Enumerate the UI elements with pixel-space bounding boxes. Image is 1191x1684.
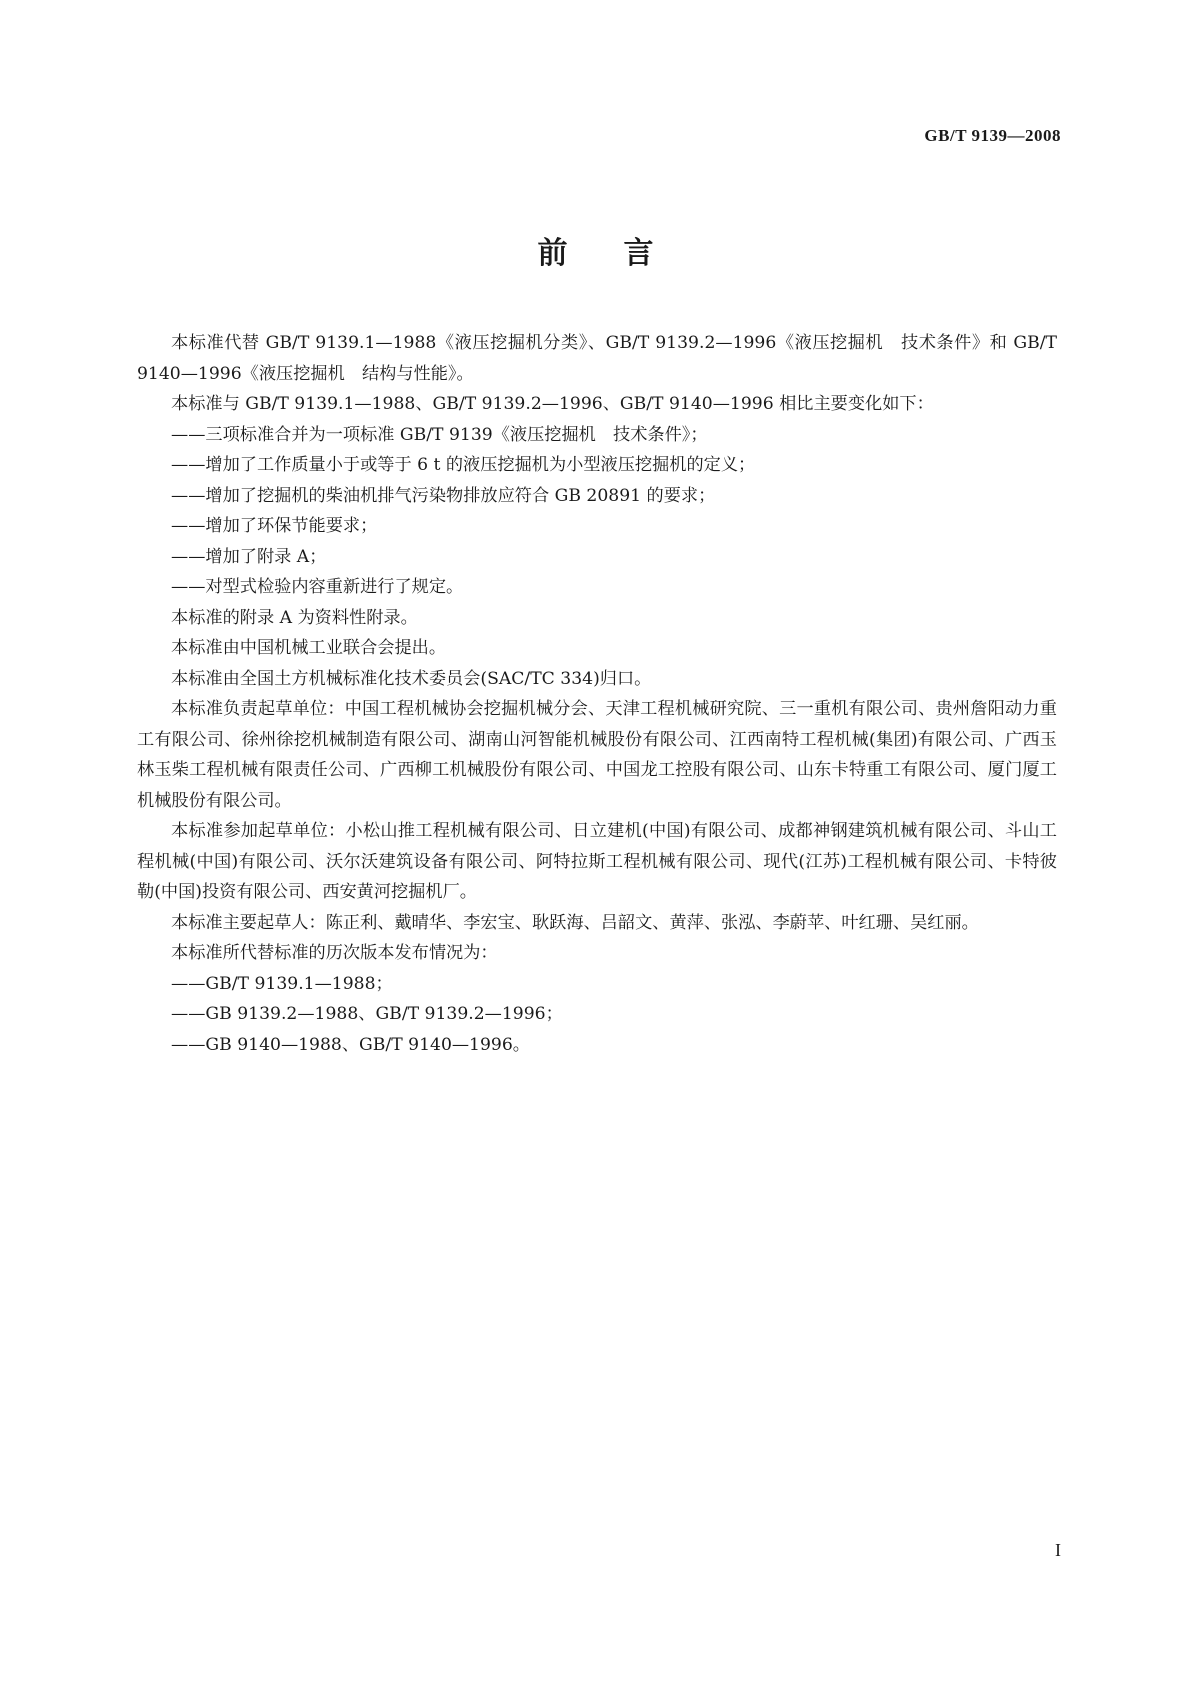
list-item: ——GB/T 9139.1—1988； xyxy=(171,973,393,994)
paragraph-proposed-by: 本标准由中国机械工业联合会提出。 xyxy=(171,638,447,658)
list-item: ——增加了环保节能要求； xyxy=(171,516,378,536)
list-item: ——GB 9139.2—1988、GB/T 9139.2—1996； xyxy=(171,1004,563,1024)
page-title: 前言 xyxy=(537,236,710,271)
list-item: ——增加了挖掘机的柴油机排气污染物排放应符合 GB 20891 的要求； xyxy=(171,485,716,506)
paragraph-participating-units: 本标准参加起草单位：小松山推工程机械有限公司、日立建机(中国)有限公司、成都神钢建筑机械有限公司、斗山工程机械(中国)有限公司、沃尔沃建筑设备有限公司、阿特拉斯工程机械有限公司、现代(江苏)工程机械有限公司、卡特彼勒(中国)投资有限公司、西安黄河挖掘机厂。 xyxy=(137,821,1057,902)
paragraph-changes-intro: 本标准与 GB/T 9139.1—1988、GB/T 9139.2—1996、GB/T 9140—1996 相比主要变化如下： xyxy=(171,394,934,414)
paragraph-drafting-units: 本标准负责起草单位：中国工程机械协会挖掘机械分会、天津工程机械研究院、三一重机有限公司、贵州詹阳动力重工有限公司、徐州徐挖机械制造有限公司、湖南山河智能机械股份有限公司、江西南特工程机械(集团)有限公司、广西玉林玉柴工程机械有限责任公司、广西柳工机械股份有限公司、中国龙工控股有限公司、山东卡特重工有限公司、厦门厦工机械股份有限公司。 xyxy=(137,699,1057,811)
document-body xyxy=(137,328,1057,1060)
list-item: ——增加了工作质量小于或等于 6 t 的液压挖掘机为小型液压挖掘机的定义； xyxy=(171,455,756,475)
paragraph-appendix: 本标准的附录 A 为资料性附录。 xyxy=(171,607,418,628)
page-number: I xyxy=(1055,1540,1061,1560)
paragraph-replaces: 本标准代替 GB/T 9139.1—1988《液压挖掘机分类》、GB/T 9139.2—1996《液压挖掘机 技术条件》和 GB/T 9140—1996《液压挖掘机 结构与性能》。 xyxy=(137,333,1057,384)
paragraph-history-intro: 本标准所代替标准的历次版本发布情况为： xyxy=(171,943,498,963)
list-item: ——增加了附录 A； xyxy=(171,546,327,567)
standard-code: GB/T 9139—2008 xyxy=(924,126,1061,145)
paragraph-drafters: 本标准主要起草人：陈正利、戴晴华、李宏宝、耿跃海、吕韶文、黄萍、张泓、李蔚苹、叶红珊、吴红丽。 xyxy=(171,912,979,933)
list-item: ——三项标准合并为一项标准 GB/T 9139《液压挖掘机 技术条件》； xyxy=(171,424,708,445)
paragraph-centralized-by: 本标准由全国土方机械标准化技术委员会(SAC/TC 334)归口。 xyxy=(171,668,652,689)
list-item: ——GB 9140—1988、GB/T 9140—1996。 xyxy=(171,1034,530,1055)
list-item: ——对型式检验内容重新进行了规定。 xyxy=(171,577,464,597)
